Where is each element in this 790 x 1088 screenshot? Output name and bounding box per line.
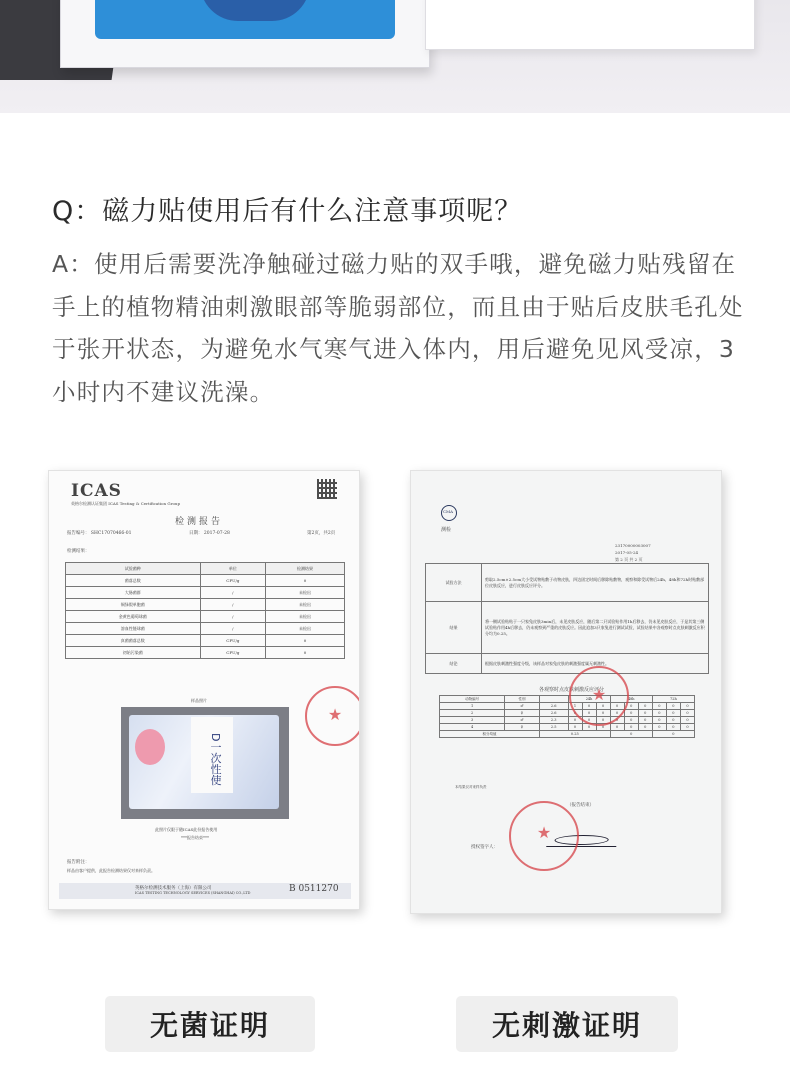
table-row	[440, 724, 695, 731]
table-cell: 结果	[426, 602, 482, 654]
table-header-cell: 动物编号	[440, 696, 505, 703]
report-end-mark: （报告结束）	[567, 803, 594, 808]
sample-photo-caption: 样品照片	[191, 698, 207, 703]
table-row	[66, 599, 345, 611]
report-title: 检测报告	[175, 517, 224, 527]
table-cell: 0	[266, 647, 345, 659]
red-seal-icon: ★	[509, 801, 579, 871]
table-cell: 0	[610, 731, 652, 738]
table-row	[426, 602, 709, 654]
table-cell: 未检出	[266, 599, 345, 611]
table-cell: 0	[582, 717, 596, 724]
table-row	[66, 611, 345, 623]
table-cell: 0	[680, 703, 694, 710]
table-cell: 0	[568, 710, 582, 717]
photo-note: 此照片仅限于随ICAS此份报告使用	[155, 827, 218, 832]
table-row	[66, 623, 345, 635]
faq-question: Q：磁力贴使用后有什么注意事项呢？	[52, 196, 523, 227]
table-cell: 剪取2.5cm×2.5cm大小受试物贴敷于动物皮肤，四边固定时间后移除贴敷物，观察和除受试物后24h、48h和72h时贴敷部位皮肤反应，进行皮肤反应评分。	[482, 564, 709, 602]
icas-logo: ICAS	[71, 481, 122, 501]
table-cell: /	[200, 623, 266, 635]
table-row	[426, 564, 709, 602]
cma-label: 测检	[441, 527, 452, 533]
table-cell: 0	[582, 703, 596, 710]
table-cell: 溶血性链球菌	[66, 623, 201, 635]
table-cell: 0	[680, 717, 694, 724]
table-cell: ♂	[505, 703, 540, 710]
table-cell: 未检出	[266, 587, 345, 599]
table-header-cell: 性别	[505, 696, 540, 703]
table-cell: 0	[666, 717, 680, 724]
table-cell: 大肠菌群	[66, 587, 201, 599]
table-cell: 结论	[426, 654, 482, 674]
table-cell: ♀	[505, 710, 540, 717]
table-cell: 0	[666, 703, 680, 710]
table-cell: 初始污染菌	[66, 647, 201, 659]
table-header-row	[440, 696, 695, 703]
cma-logo-text: CMA	[443, 509, 454, 514]
table-cell: 0	[568, 717, 582, 724]
table-cell: 0	[610, 717, 624, 724]
remark-text: 样品由客户提供，此报告检测结果仅对来样负责。	[67, 868, 155, 873]
table-row	[426, 654, 709, 674]
table-cell: 1	[440, 703, 505, 710]
table-row	[66, 647, 345, 659]
table-row	[66, 575, 345, 587]
faq-answer: A：使用后需要洗净触碰过磁力贴的双手哦，避免磁力贴残留在手上的植物精油刺激眼部等脆弱部位，而且由于贴后皮肤毛孔处于张开状态，为避免水气寒气进入体内，用后避免见风受凉，3小时内不建议洗澡。	[52, 250, 744, 406]
table-cell: 0	[652, 703, 666, 710]
table-cell: 0	[638, 717, 652, 724]
table-cell: /	[200, 599, 266, 611]
table-cell: CFU/g	[200, 647, 266, 659]
irritation-certificate-image	[410, 470, 722, 914]
table-cell: ♀	[505, 724, 540, 731]
sample-photo	[121, 707, 289, 819]
product-box-graphic	[200, 0, 310, 21]
signatory-label: 授权签字人：	[471, 845, 498, 850]
report-date: 2017-05-24	[615, 550, 639, 555]
table-header-cell	[539, 696, 568, 703]
table-cell: 0	[652, 717, 666, 724]
table-cell: 0	[666, 710, 680, 717]
table-cell: 0	[638, 710, 652, 717]
table-row	[440, 731, 695, 738]
test-description-table	[425, 563, 709, 674]
table-cell: 0	[596, 724, 610, 731]
result-note: 本结果仅对来样负责	[455, 785, 487, 789]
product-box	[60, 0, 430, 68]
table-cell: CFU/g	[200, 575, 266, 587]
table-cell: 0	[582, 710, 596, 717]
table-cell: 0	[624, 703, 638, 710]
table-cell: /	[200, 587, 266, 599]
table-cell: 2	[440, 710, 505, 717]
table-cell: 0	[610, 710, 624, 717]
table-cell: 0.25	[539, 731, 610, 738]
report-number: 报告编号： SHC17070466-01	[67, 531, 132, 536]
table-cell: 3	[440, 717, 505, 724]
report-number: 23170000003007	[615, 543, 651, 548]
table-cell: ♂	[505, 717, 540, 724]
table-row	[440, 703, 695, 710]
table-cell: 未检出	[266, 611, 345, 623]
table-cell: 试验方法	[426, 564, 482, 602]
product-box-inner	[95, 0, 395, 39]
table-header-cell: 72h	[652, 696, 694, 703]
table-header-cell: 检测结果	[266, 563, 345, 575]
table-cell: 0	[638, 724, 652, 731]
table-cell: 根据皮肤刺激性强度分级，该样品对家兔皮肤的刺激强度属无刺激性。	[482, 654, 709, 674]
table-cell: /	[200, 611, 266, 623]
table-cell: CFU/g	[200, 635, 266, 647]
report-end-mark: ***报告结束***	[181, 835, 209, 840]
table-row	[440, 717, 695, 724]
table-cell: 0	[624, 724, 638, 731]
table-cell: 0	[680, 724, 694, 731]
table-cell: 0	[596, 710, 610, 717]
product-photo	[0, 0, 790, 113]
table-cell: 积分均值	[440, 731, 540, 738]
report-page: 第2页，共2页	[307, 531, 336, 536]
table-cell: 0	[638, 703, 652, 710]
table-cell: 0	[624, 717, 638, 724]
table-cell: 4	[440, 724, 505, 731]
table-cell: 2.6	[539, 710, 568, 717]
table-cell: 0	[596, 717, 610, 724]
qr-code-icon	[317, 479, 337, 499]
table-row	[66, 635, 345, 647]
table-cell: 0	[652, 724, 666, 731]
score-table-title: 各观察时点皮肤刺激反应评分	[539, 687, 605, 693]
irritation-score-table	[439, 695, 695, 738]
table-cell: 铜绿假单胞菌	[66, 599, 201, 611]
table-cell: 0	[568, 724, 582, 731]
report-page: 第 2 页 共 2 页	[615, 557, 643, 562]
table-cell: 0	[582, 724, 596, 731]
sample-logo-mark	[135, 729, 165, 765]
red-seal-icon: ★	[305, 686, 360, 746]
sterility-certificate-image	[48, 470, 360, 910]
table-cell: 0	[266, 635, 345, 647]
table-cell: 2.6	[539, 703, 568, 710]
footer-company-en: ICAS TESTING TECHNOLOGY SERVICES (SHANGHAI) CO.,LTD	[135, 891, 251, 895]
table-cell: 金黄色葡萄球菌	[66, 611, 201, 623]
table-cell: 0	[610, 724, 624, 731]
table-cell: 菌落总数	[66, 575, 201, 587]
table-cell: 2.5	[539, 724, 568, 731]
red-seal-icon: ★	[569, 666, 629, 726]
table-cell: 0	[610, 703, 624, 710]
sample-label-text: D一次性使	[209, 733, 222, 786]
table-header-cell: 24h	[568, 696, 610, 703]
sterility-proof-label: 无菌证明	[105, 996, 315, 1052]
table-header-cell: 试验菌种	[66, 563, 201, 575]
table-cell: 1	[568, 703, 582, 710]
table-header-cell: 48h	[610, 696, 652, 703]
table-row	[440, 710, 695, 717]
table-cell: 将一侧试验贴贴于一只家兔皮肤3min后，未见皮肤反应，随后第二只试验贴作用1h后移去，仍未见皮肤反应，于是其第三侧试验贴作用4h后移去，仍未观察到严重的皮肤反应。因此追加3只家兔进行测试试验，试验结果中各观察时点皮肤刺激反应积分均为0.25。	[482, 602, 709, 654]
table-cell: 未检出	[266, 623, 345, 635]
table-header-row	[66, 563, 345, 575]
sterility-result-table	[65, 562, 345, 659]
table-cell: 0	[266, 575, 345, 587]
remark-title: 报告附注：	[67, 860, 90, 865]
icas-logo-subtitle: 英格尔检测认证集团 ICAS Testing & Certification Group	[71, 501, 181, 506]
result-label: 检测结果：	[67, 549, 90, 554]
table-cell: 2.3	[539, 717, 568, 724]
table-header-cell: 单位	[200, 563, 266, 575]
table-cell: 0	[596, 703, 610, 710]
serial-number: B 0511270	[289, 884, 339, 894]
table-cell: 0	[680, 710, 694, 717]
non-irritation-proof-label: 无刺激证明	[456, 996, 678, 1052]
footer-company-cn: 英格尔检测技术服务（上海）有限公司	[135, 886, 212, 891]
table-cell: 0	[666, 724, 680, 731]
table-cell: 真菌菌落总数	[66, 635, 201, 647]
table-cell: 0	[652, 710, 666, 717]
product-lid	[425, 0, 755, 50]
table-cell: 0	[652, 731, 694, 738]
report-date: 日期： 2017-07-28	[189, 531, 230, 536]
table-row	[66, 587, 345, 599]
table-cell: 0	[624, 710, 638, 717]
